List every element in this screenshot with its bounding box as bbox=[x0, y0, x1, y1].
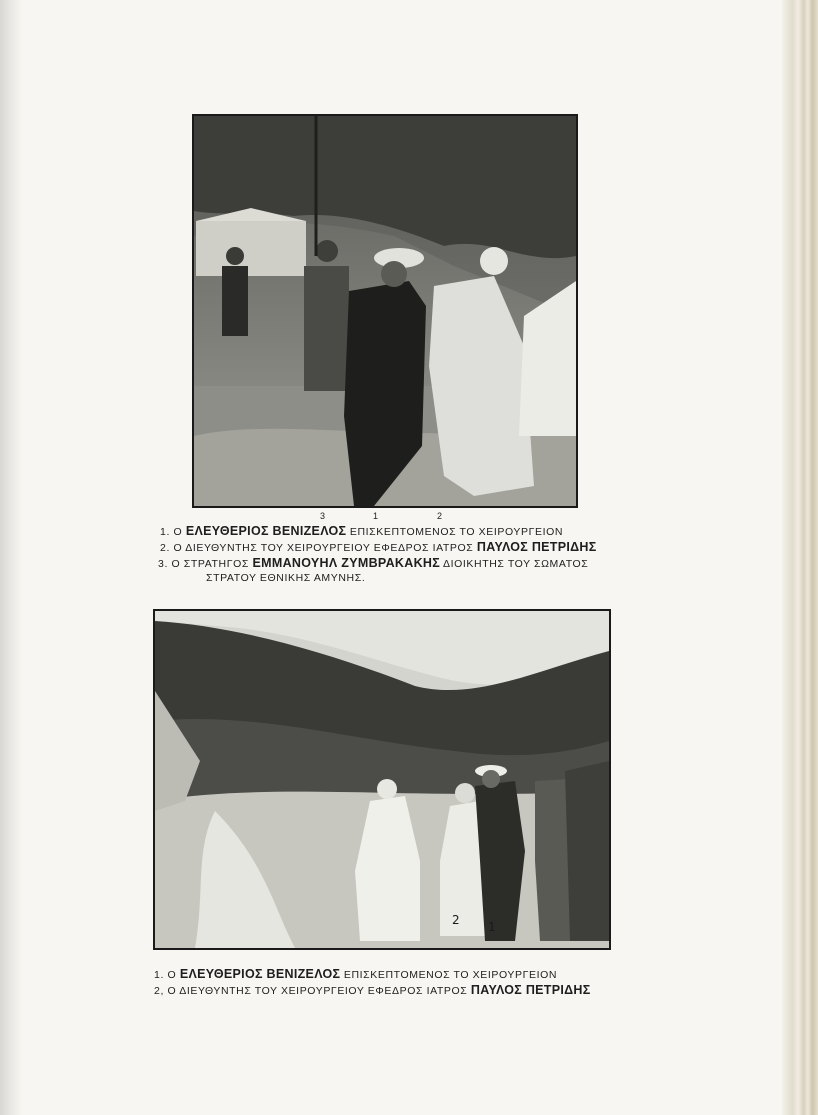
photo-venizelos-visit-1 bbox=[192, 114, 578, 508]
caption-text: ΣΤΡΑΤΟΥ ΕΘΝΙΚΗΣ ΑΜΥΝΗΣ. bbox=[206, 572, 366, 584]
caption-number: 1. bbox=[154, 969, 164, 981]
photo-handwritten-label-1: 1 bbox=[488, 920, 496, 934]
caption-person-name: ΕΛΕΥΘΕΡΙΟΣ ΒΕΝΙΖΕΛΟΣ bbox=[179, 967, 341, 981]
caption-text: ΕΠΙΣΚΕΠΤΟΜΕΝΟΣ ΤΟ ΧΕΙΡΟΥΡΓΕΙΟΝ bbox=[343, 969, 558, 981]
caption-text: Ο ΔΙΕΥΘΥΝΤΗΣ ΤΟΥ ΧΕΙΡΟΥΡΓΕΙΟΥ ΕΦΕΔΡΟΣ ΙΑΤΡΟΣ bbox=[173, 542, 474, 554]
caption-number: 3. bbox=[158, 558, 168, 570]
caption-2-line-1 bbox=[154, 967, 557, 983]
photo-position-number-3: 3 bbox=[320, 511, 326, 521]
caption-number: 2, bbox=[154, 985, 164, 997]
caption-1-line-1 bbox=[160, 524, 563, 540]
photo-handwritten-label-2: 2 bbox=[452, 913, 460, 927]
caption-text: Ο bbox=[167, 969, 177, 981]
caption-1-line-3 bbox=[158, 556, 588, 572]
caption-text: ΔΙΟΙΚΗΤΗΣ ΤΟΥ ΣΩΜΑΤΟΣ bbox=[443, 558, 589, 570]
caption-number: 1. bbox=[160, 526, 170, 538]
caption-text: Ο ΣΤΡΑΤΗΓΟΣ bbox=[171, 558, 249, 570]
page-edge bbox=[782, 0, 818, 1115]
caption-person-name: ΠΑΥΛΟΣ ΠΕΤΡΙΔΗΣ bbox=[470, 983, 591, 997]
caption-1-line-2 bbox=[160, 540, 597, 556]
caption-1-line-4 bbox=[206, 571, 365, 586]
caption-text: Ο bbox=[173, 526, 183, 538]
caption-number: 2. bbox=[160, 542, 170, 554]
page-gutter bbox=[0, 0, 22, 1115]
caption-person-name: ΕΜΜΑΝΟΥΗΛ ΖΥΜΒΡΑΚΑΚΗΣ bbox=[252, 556, 441, 570]
caption-person-name: ΠΑΥΛΟΣ ΠΕΤΡΙΔΗΣ bbox=[476, 540, 597, 554]
photo-position-number-1: 1 bbox=[373, 511, 379, 521]
photo-venizelos-visit-2 bbox=[153, 609, 611, 950]
caption-person-name: ΕΛΕΥΘΕΡΙΟΣ ΒΕΝΙΖΕΛΟΣ bbox=[185, 524, 347, 538]
photo-position-number-2: 2 bbox=[437, 511, 443, 521]
caption-2-line-2 bbox=[154, 983, 591, 999]
caption-text: Ο ΔΙΕΥΘΥΝΤΗΣ ΤΟΥ ΧΕΙΡΟΥΡΓΕΙΟΥ ΕΦΕΔΡΟΣ ΙΑΤΡΟΣ bbox=[167, 985, 468, 997]
caption-text: ΕΠΙΣΚΕΠΤΟΜΕΝΟΣ ΤΟ ΧΕΙΡΟΥΡΓΕΙΟΝ bbox=[349, 526, 564, 538]
